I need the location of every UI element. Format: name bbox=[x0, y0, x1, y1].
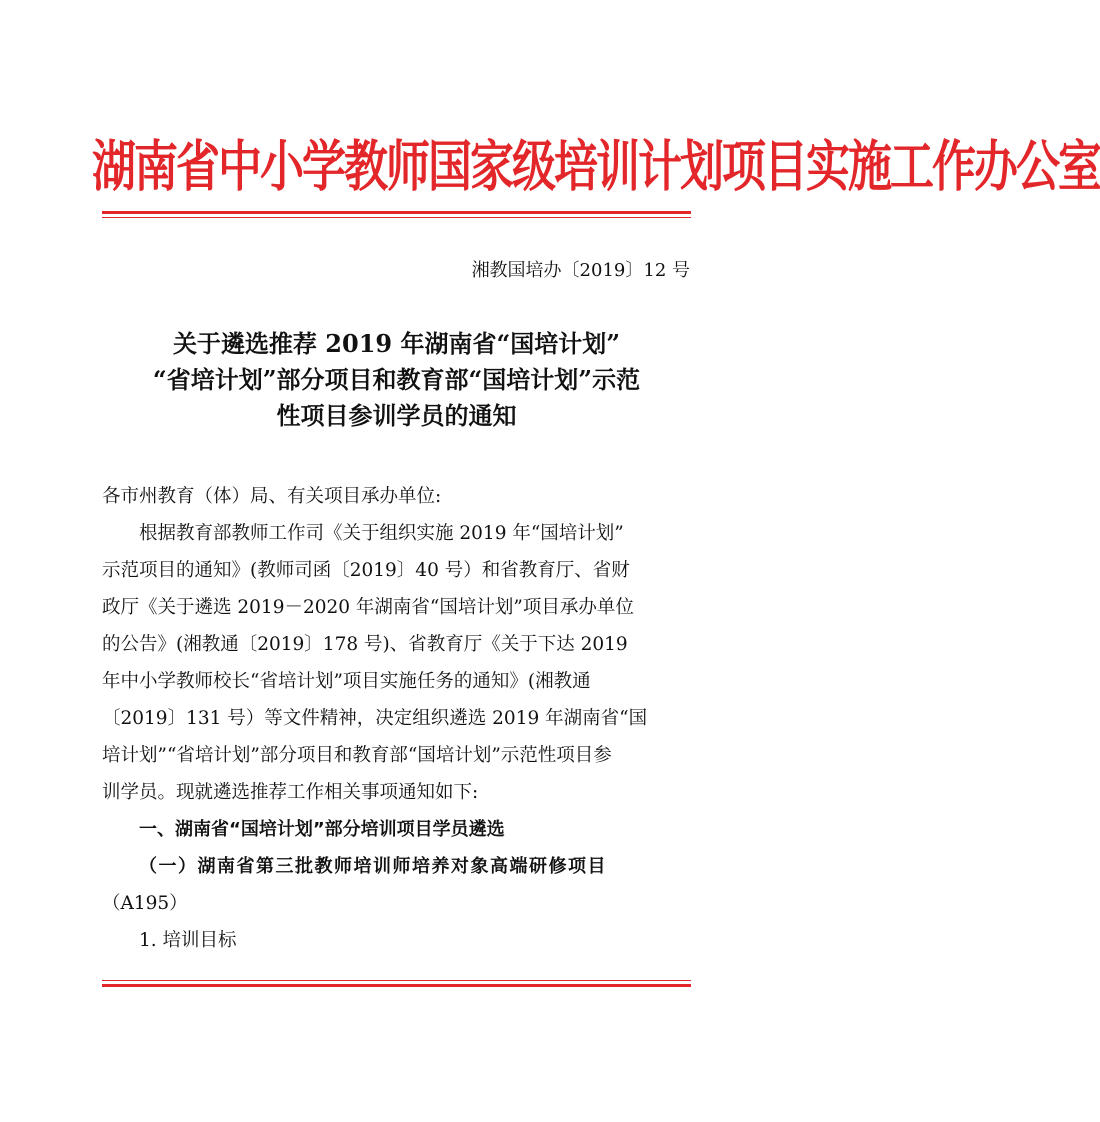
document-number: 湘教国培办〔2019〕12 号 bbox=[471, 260, 690, 281]
paragraph-line-1: 根据教育部教师工作司《关于组织实施 2019 年“国培计划” bbox=[139, 523, 624, 544]
masthead-org-name: 湖南省中小学教师国家级培训计划项目实施工作办公室 bbox=[92, 135, 1100, 200]
paragraph-line-7: 培计划”“省培计划”部分项目和教育部“国培计划”示范性项目参 bbox=[102, 745, 612, 766]
paragraph-line-2: 示范项目的通知》(教师司函〔2019〕40 号）和省教育厅、省财 bbox=[102, 560, 630, 581]
document-title bbox=[102, 326, 691, 434]
paragraph-line-6: 〔2019〕131 号）等文件精神，决定组织遴选 2019 年湖南省“国 bbox=[102, 708, 648, 729]
paragraph-line-8: 训学员。现就遴选推荐工作相关事项通知如下: bbox=[102, 782, 479, 803]
subsection-code: （A195） bbox=[102, 893, 188, 914]
title-line-3: 性项目参训学员的通知 bbox=[276, 401, 517, 430]
paragraph-line-3: 政厅《关于遴选 2019－2020 年湖南省“国培计划”项目承办单位 bbox=[102, 597, 634, 618]
footer-rule-thin bbox=[102, 980, 691, 981]
title-line-1: 关于遴选推荐 2019 年湖南省“国培计划” bbox=[172, 329, 621, 358]
section-heading: 一、湖南省“国培计划”部分培训项目学员遴选 bbox=[139, 819, 505, 840]
addressee: 各市州教育（体）局、有关项目承办单位: bbox=[102, 486, 442, 507]
masthead-rule-thick bbox=[102, 211, 691, 214]
subsection-heading: （一）湖南省第三批教师培训师培养对象高端研修项目 bbox=[139, 856, 607, 877]
masthead-rule-thin bbox=[102, 217, 691, 218]
document-body bbox=[102, 478, 691, 959]
paragraph-line-5: 年中小学教师校长“省培计划”项目实施任务的通知》(湘教通 bbox=[102, 671, 591, 692]
title-line-2: “省培计划”部分项目和教育部“国培计划”示范 bbox=[152, 365, 641, 394]
item-heading: 1. 培训目标 bbox=[139, 930, 237, 951]
footer-rule-thick bbox=[102, 984, 691, 987]
paragraph-line-4: 的公告》(湘教通〔2019〕178 号)、省教育厅《关于下达 2019 bbox=[102, 634, 628, 655]
